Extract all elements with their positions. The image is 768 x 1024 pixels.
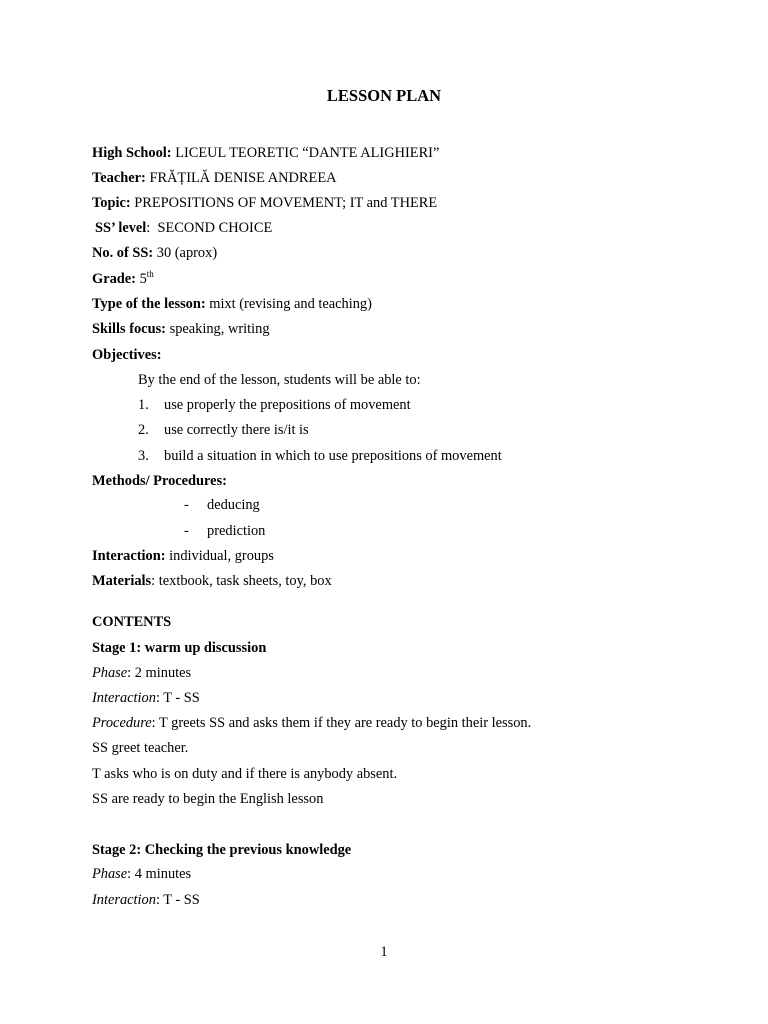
teacher-label: Teacher: bbox=[92, 170, 146, 186]
page-title: LESSON PLAN bbox=[326, 86, 442, 105]
contents-heading: CONTENTS bbox=[92, 614, 172, 630]
lesson-type-label: Type of the lesson: bbox=[92, 296, 206, 312]
stage2-phase-label: Phase bbox=[92, 866, 128, 882]
topic-value: PREPOSITIONS OF MOVEMENT; IT and THERE bbox=[134, 195, 438, 211]
teacher-line bbox=[92, 168, 337, 188]
objective-item bbox=[138, 420, 309, 440]
ss-level-line: SS’ level: SECOND CHOICE bbox=[95, 220, 273, 236]
objective-text: build a situation in which to use prepositions of movement bbox=[164, 448, 502, 464]
stage2-interaction-value: : T - SS bbox=[155, 892, 200, 908]
skills-label: Skills focus: bbox=[92, 321, 166, 337]
stage1-phase-value: : 2 minutes bbox=[127, 665, 192, 681]
objective-text: use correctly there is/it is bbox=[164, 422, 309, 438]
interaction-value: individual, groups bbox=[169, 548, 274, 564]
method-dash: - bbox=[184, 497, 189, 513]
stage2-phase-line bbox=[92, 864, 191, 884]
stage1-title: : warm up discussion bbox=[136, 640, 267, 656]
lesson-type-value: mixt (revising and teaching) bbox=[209, 296, 372, 312]
stage1-phase-line bbox=[92, 663, 191, 683]
topic-label: Topic: bbox=[92, 195, 131, 211]
objective-item bbox=[138, 395, 411, 415]
objective-number: 3. bbox=[138, 448, 149, 464]
interaction-line bbox=[92, 546, 274, 566]
topic-line bbox=[92, 193, 437, 213]
stage2-interaction-line bbox=[92, 890, 200, 910]
method-item bbox=[184, 521, 265, 541]
grade-superscript: th bbox=[146, 269, 154, 279]
objective-text: use properly the prepositions of movement bbox=[164, 397, 411, 413]
materials-value: : textbook, task sheets, toy, box bbox=[151, 573, 332, 589]
grade-label: Grade: bbox=[92, 271, 136, 287]
methods-label: Methods/ Procedures: bbox=[92, 473, 227, 489]
objective-number: 1. bbox=[138, 397, 149, 413]
page-number: 1 bbox=[380, 944, 388, 960]
stage1-procedure-value: : T greets SS and asks them if they are ready to begin their lesson. bbox=[151, 715, 532, 731]
stage2-interaction-label: Interaction bbox=[92, 892, 156, 908]
stage1-phase-label: Phase bbox=[92, 665, 128, 681]
no-ss-line bbox=[92, 243, 217, 263]
interaction-label: Interaction: bbox=[92, 548, 166, 564]
skills-line bbox=[92, 319, 270, 339]
ss-level-value: SECOND CHOICE bbox=[157, 220, 273, 236]
objectives-label: Objectives: bbox=[92, 347, 162, 363]
stage1-label: Stage 1 bbox=[92, 640, 137, 656]
method-dash: - bbox=[184, 523, 189, 539]
stage1-heading bbox=[92, 638, 266, 658]
stage2-heading: Stage 2: Checking the previous knowledge bbox=[92, 842, 352, 858]
skills-value: speaking, writing bbox=[169, 321, 270, 337]
method-item bbox=[184, 495, 260, 515]
stage1-interaction-label: Interaction bbox=[92, 690, 156, 706]
stage1-text-line: T asks who is on duty and if there is anybody absent. bbox=[92, 766, 398, 782]
stage1-text-line: SS greet teacher. bbox=[92, 740, 189, 756]
grade-line bbox=[92, 269, 154, 289]
high-school-value: LICEUL TEORETIC “DANTE ALIGHIERI” bbox=[175, 145, 440, 161]
materials-label: Materials bbox=[92, 573, 152, 589]
stage2-phase-value: : 4 minutes bbox=[127, 866, 192, 882]
stage1-procedure-line bbox=[92, 713, 531, 733]
high-school-line bbox=[92, 143, 439, 163]
objectives-intro: By the end of the lesson, students will be able to: bbox=[138, 372, 421, 388]
materials-line bbox=[92, 571, 332, 591]
ss-level-label: SS’ level bbox=[95, 220, 147, 236]
stage1-text-line: SS are ready to begin the English lesson bbox=[92, 791, 324, 807]
stage1-interaction-line bbox=[92, 688, 200, 708]
grade-value: 5 bbox=[139, 271, 147, 287]
objective-item bbox=[138, 446, 502, 466]
high-school-label: High School: bbox=[92, 145, 172, 161]
method-text: prediction bbox=[207, 523, 266, 539]
objective-number: 2. bbox=[138, 422, 149, 438]
no-ss-value: 30 (aprox) bbox=[156, 245, 218, 261]
stage1-interaction-value: : T - SS bbox=[155, 690, 200, 706]
method-text: deducing bbox=[207, 497, 260, 513]
stage1-procedure-label: Procedure bbox=[92, 715, 152, 731]
teacher-value: FRĂȚILĂ DENISE ANDREEA bbox=[149, 170, 337, 186]
no-ss-label: No. of SS: bbox=[92, 245, 154, 261]
lesson-type-line bbox=[92, 294, 372, 314]
